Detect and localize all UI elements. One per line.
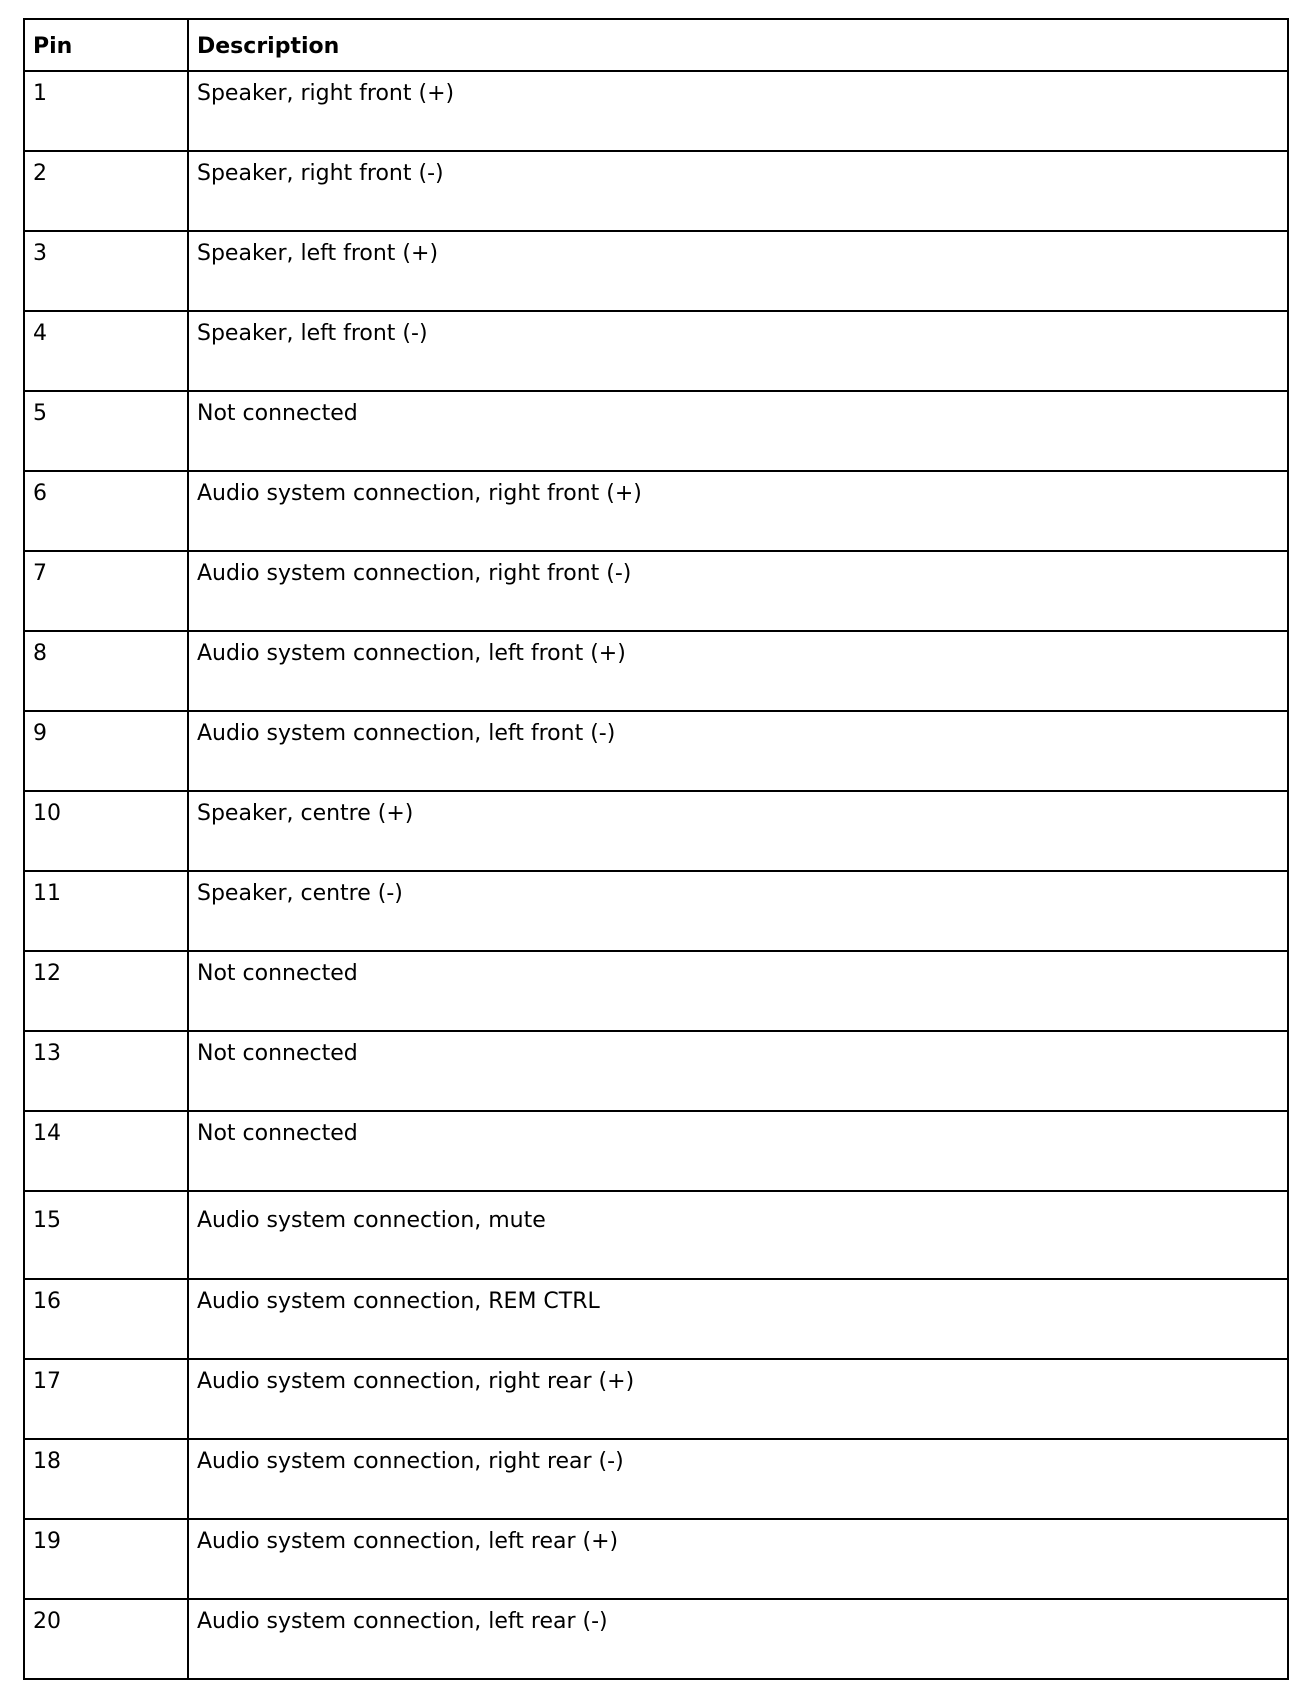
description-cell: Audio system connection, left front (-)	[188, 711, 1288, 791]
description-cell: Not connected	[188, 951, 1288, 1031]
description-cell: Audio system connection, left rear (+)	[188, 1519, 1288, 1599]
header-pin: Pin	[24, 19, 188, 71]
table-row	[24, 151, 1288, 231]
table-row	[24, 1359, 1288, 1439]
description-cell: Speaker, centre (-)	[188, 871, 1288, 951]
pin-cell: 17	[24, 1359, 188, 1439]
description-cell: Audio system connection, right rear (-)	[188, 1439, 1288, 1519]
table-row	[24, 311, 1288, 391]
table-row	[24, 231, 1288, 311]
description-cell: Audio system connection, REM CTRL	[188, 1279, 1288, 1359]
pin-cell: 1	[24, 71, 188, 151]
table-row	[24, 391, 1288, 471]
table-row	[24, 791, 1288, 871]
table-row	[24, 551, 1288, 631]
pin-cell: 6	[24, 471, 188, 551]
table-row	[24, 1111, 1288, 1191]
description-cell: Not connected	[188, 1031, 1288, 1111]
pin-cell: 10	[24, 791, 188, 871]
pin-cell: 7	[24, 551, 188, 631]
description-cell: Speaker, left front (-)	[188, 311, 1288, 391]
header-description: Description	[188, 19, 1288, 71]
pin-cell: 15	[24, 1191, 188, 1279]
table-row	[24, 871, 1288, 951]
description-cell: Audio system connection, right front (-)	[188, 551, 1288, 631]
description-cell: Not connected	[188, 391, 1288, 471]
pin-cell: 13	[24, 1031, 188, 1111]
header-row	[24, 19, 1288, 71]
table-row	[24, 1279, 1288, 1359]
table-row	[24, 1031, 1288, 1111]
description-cell: Not connected	[188, 1111, 1288, 1191]
pin-cell: 5	[24, 391, 188, 471]
description-cell: Speaker, centre (+)	[188, 791, 1288, 871]
table-row	[24, 471, 1288, 551]
pin-cell: 8	[24, 631, 188, 711]
table-row	[24, 71, 1288, 151]
description-cell: Audio system connection, mute	[188, 1191, 1288, 1279]
pin-cell: 12	[24, 951, 188, 1031]
pin-cell: 20	[24, 1599, 188, 1679]
pin-cell: 4	[24, 311, 188, 391]
pin-cell: 9	[24, 711, 188, 791]
table-row	[24, 1439, 1288, 1519]
pin-cell: 16	[24, 1279, 188, 1359]
pin-cell: 18	[24, 1439, 188, 1519]
pin-cell: 19	[24, 1519, 188, 1599]
table-row	[24, 1191, 1288, 1279]
pin-cell: 11	[24, 871, 188, 951]
description-cell: Audio system connection, right rear (+)	[188, 1359, 1288, 1439]
description-cell: Audio system connection, left rear (-)	[188, 1599, 1288, 1679]
description-cell: Audio system connection, left front (+)	[188, 631, 1288, 711]
description-cell: Speaker, left front (+)	[188, 231, 1288, 311]
table-row	[24, 1519, 1288, 1599]
table-row	[24, 711, 1288, 791]
table-header	[24, 19, 1288, 71]
pin-table	[23, 18, 1289, 1680]
description-cell: Speaker, right front (-)	[188, 151, 1288, 231]
description-cell: Speaker, right front (+)	[188, 71, 1288, 151]
table-row	[24, 1599, 1288, 1679]
pin-cell: 3	[24, 231, 188, 311]
pin-cell: 2	[24, 151, 188, 231]
pin-cell: 14	[24, 1111, 188, 1191]
description-cell: Audio system connection, right front (+)	[188, 471, 1288, 551]
table-row	[24, 951, 1288, 1031]
table-row	[24, 631, 1288, 711]
table-body	[24, 71, 1288, 1679]
